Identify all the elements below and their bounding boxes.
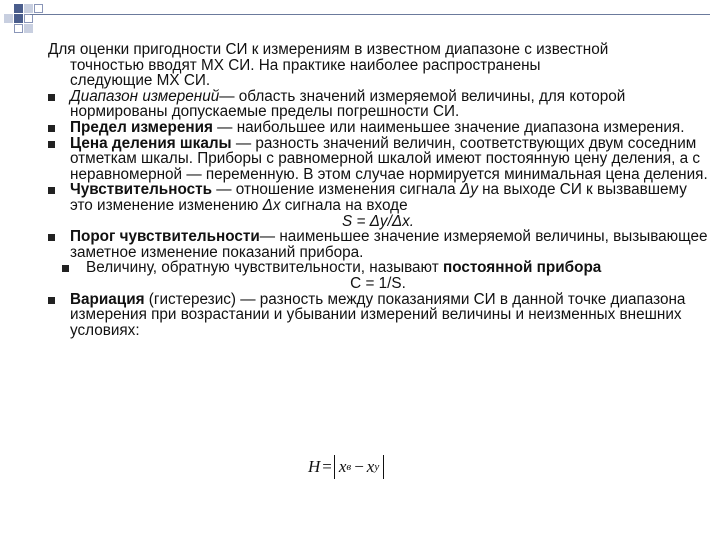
term-limit: Предел измерения [70,118,213,136]
text-limit: — наибольшее или наименьшее значение диапазона измерения. [212,118,685,136]
definitions-list [48,89,708,339]
text-scale-division: — разность значений величин, соответствующих двум соседним отметкам шкалы. Приборы с равномерной шкалой имеют постоянную цену деления, а с неравномерной — переменную. В этом случае нормируется минимальная цена деления. [70,134,708,183]
list-item-sensitivity [48,182,708,229]
text-threshold: — наименьшее значение измеряемой величины, вызывающее заметное изменение показаний прибора. [70,228,708,261]
formula-minus: − [354,457,364,476]
delta-x: Δx [262,196,281,214]
text-sensitivity-a: — отношение изменения сигнала [212,181,460,199]
bullet-icon [48,234,55,241]
formula-x-down: x [366,457,375,476]
bullet-icon [48,141,55,148]
slide-content [48,42,708,338]
term-instrument-constant: постоянной прибора [442,259,602,277]
list-item-scale-division [48,136,708,183]
term-threshold: Порог чувствительности [70,228,260,246]
formula-x-down-sub: у [374,461,380,473]
decorative-squares [0,0,60,40]
list-item-limit [48,120,708,136]
text-sensitivity-b: на выходе СИ к вызвавшему это изменение изменению [70,181,687,214]
delta-y: Δy [459,181,478,199]
bullet-icon [48,125,55,132]
list-item-range [48,89,708,120]
text-range: — область значений измеряемой величины, для которой нормированы допускаемые пределы погрешности СИ. [70,87,626,121]
header-rule [30,14,710,15]
text-variation: (гистерезис) — разность между показаниями СИ в данной точке диапазона измерения при возрастании и убывании измерений величины и неизменных внешних условиях: [70,290,686,339]
bullet-icon [62,265,69,272]
intro-line-3: следующие МХ СИ. [70,72,211,90]
formula-variation [308,455,384,479]
formula-x-up-sub: в [346,461,352,473]
text-instrument-constant: Величину, обратную чувствительности, называют [86,259,443,277]
formula-abs [334,455,384,479]
formula-eq: = [322,457,332,476]
intro-line-2: точностью вводят МХ СИ. На практике наиболее распространены [70,56,541,74]
bullet-icon [48,94,55,101]
term-sensitivity: Чувствительность [70,181,212,199]
formula-sensitivity: S = Δy/Δx. [342,212,414,230]
list-item-instrument-constant [48,260,708,291]
text-sensitivity-c: сигнала на входе [280,196,408,214]
formula-lhs: H [308,457,321,476]
term-variation: Вариация [70,290,145,308]
list-item-variation [48,292,708,339]
bullet-icon [48,297,55,304]
formula-instrument-constant: С = 1/S. [350,274,406,292]
bullet-icon [48,187,55,194]
intro-paragraph [48,42,708,89]
intro-line-1: Для оценки пригодности СИ к измерениям в известном диапазоне с известной [48,41,609,58]
term-range: Диапазон измерений [70,87,220,105]
term-scale-division: Цена деления шкалы [70,134,232,152]
list-item-threshold [48,229,708,260]
formula-x-up: x [338,457,347,476]
